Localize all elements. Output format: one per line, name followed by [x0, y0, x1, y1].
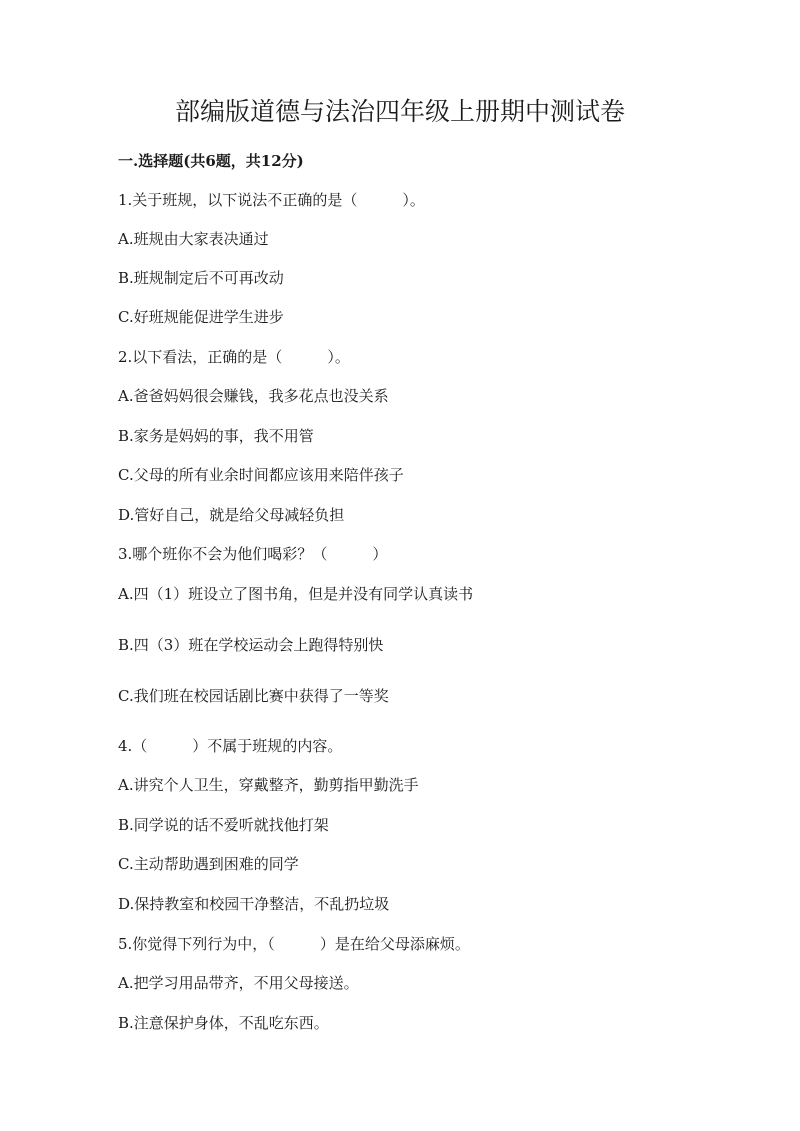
- question-5-option-b: B.注意保护身体，不乱吃东西。: [118, 1014, 329, 1032]
- question-2: 2.以下看法，正确的是（ ）。: [118, 348, 350, 366]
- question-3: 3.哪个班你不会为他们喝彩？（ ）: [118, 545, 388, 563]
- question-5: 5.你觉得下列行为中，（ ）是在给父母添麻烦。: [118, 935, 470, 953]
- question-2-option-a: A.爸爸妈妈很会赚钱，我多花点也没关系: [118, 387, 389, 405]
- question-5-option-a: A.把学习用品带齐，不用父母接送。: [118, 974, 359, 992]
- question-2-option-b: B.家务是妈妈的事，我不用管: [118, 427, 314, 445]
- question-4-option-b: B.同学说的话不爱听就找他打架: [118, 816, 329, 834]
- question-3-option-c: C.我们班在校园话剧比赛中获得了一等奖: [118, 687, 389, 705]
- question-4: 4.（ ）不属于班规的内容。: [118, 737, 343, 755]
- question-3-option-b: B.四（3）班在学校运动会上跑得特别快: [118, 636, 384, 654]
- question-2-option-c: C.父母的所有业余时间都应该用来陪伴孩子: [118, 466, 404, 484]
- exam-title: 部编版道德与法治四年级上册期中测试卷: [174, 97, 625, 126]
- question-2-option-d: D.管好自己，就是给父母减轻负担: [118, 506, 345, 524]
- section-heading: 一.选择题(共6题，共12分): [118, 152, 304, 170]
- question-4-option-a: A.讲究个人卫生，穿戴整齐，勤剪指甲勤洗手: [118, 776, 419, 794]
- question-1: 1.关于班规，以下说法不正确的是（ ）。: [118, 191, 425, 209]
- question-1-option-c: C.好班规能促进学生进步: [118, 308, 284, 326]
- question-1-option-a: A.班规由大家表决通过: [118, 230, 269, 248]
- question-1-option-b: B.班规制定后不可再改动: [118, 269, 284, 287]
- question-4-option-c: C.主动帮助遇到困难的同学: [118, 855, 299, 873]
- question-4-option-d: D.保持教室和校园干净整洁，不乱扔垃圾: [118, 895, 390, 913]
- question-3-option-a: A.四（1）班设立了图书角，但是并没有同学认真读书: [118, 585, 474, 603]
